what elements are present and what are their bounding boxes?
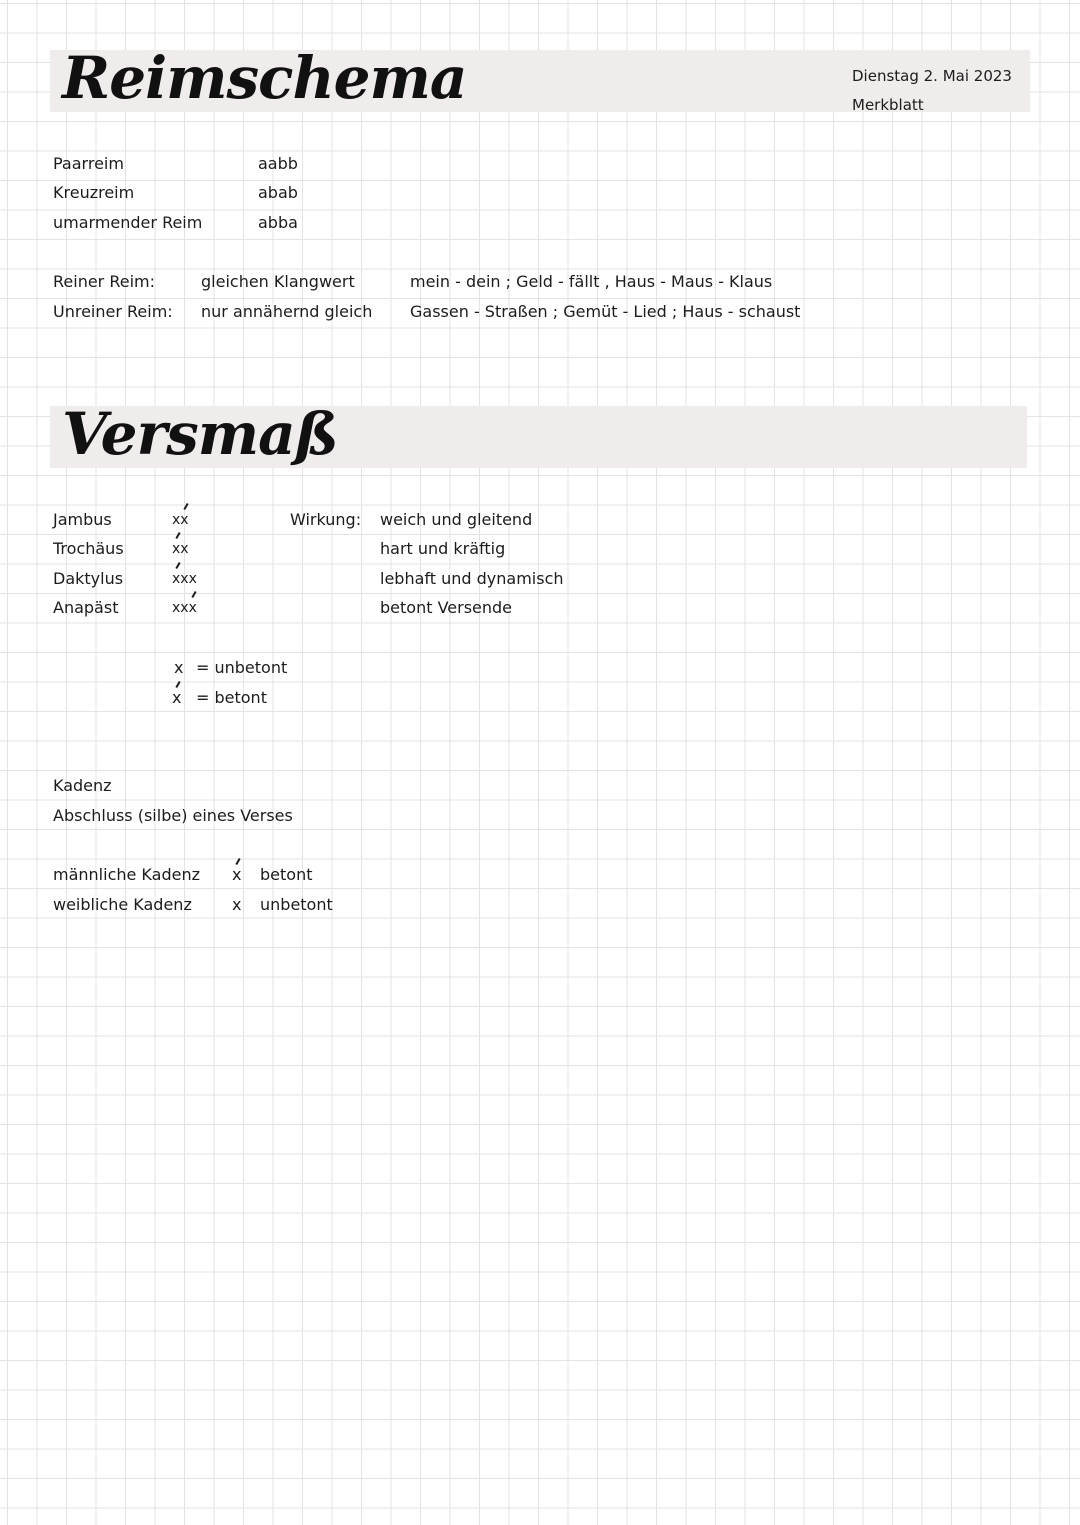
kadenz-type-desc: unbetont (260, 895, 333, 914)
kadenz-type-name: männliche Kadenz (53, 865, 200, 884)
kadenz-symbol-unbetont: x (232, 895, 242, 914)
foot-meter-jambus: xx (172, 512, 189, 528)
legend-symbol-unbetont: x (174, 658, 184, 677)
legend-symbol-betont (172, 688, 181, 708)
scheme-pattern: aabb (258, 154, 298, 173)
kadenz-definition: Abschluss (silbe) eines Verses (53, 806, 293, 825)
foot-wirkung: hart und kräftig (380, 539, 506, 558)
date-label: Dienstag 2. Mai 2023 (852, 67, 1012, 85)
foot-meter-daktylus: xxx (172, 571, 197, 587)
foot-name: Trochäus (53, 539, 124, 558)
foot-meter-anapaest: xxx (172, 600, 197, 616)
foot-name: Daktylus (53, 569, 124, 588)
accented-x: x (172, 688, 182, 707)
scheme-pattern: abba (258, 213, 298, 232)
scheme-name: umarmender Reim (53, 213, 203, 232)
reimart-examples: mein - dein ; Geld - fällt , Haus - Maus - Klaus (410, 272, 773, 291)
foot-wirkung: betont Versende (380, 598, 513, 617)
accented-x: x (232, 865, 242, 884)
foot-wirkung: weich und gleitend (380, 510, 533, 529)
reimart-label: Unreiner Reim: (53, 302, 173, 321)
kadenz-type-name: weibliche Kadenz (53, 895, 192, 914)
scheme-name: Kreuzreim (53, 183, 135, 202)
foot-name: Anapäst (53, 598, 119, 617)
reimart-examples: Gassen - Straßen ; Gemüt - Lied ; Haus - schaust (410, 302, 801, 321)
reimart-desc: gleichen Klangwert (201, 272, 355, 291)
scheme-pattern: abab (258, 183, 298, 202)
reimart-desc: nur annähernd gleich (201, 302, 373, 321)
subtitle-label: Merkblatt (852, 96, 924, 114)
foot-name: Jambus (53, 510, 112, 529)
reimart-label: Reiner Reim: (53, 272, 155, 291)
kadenz-title: Kadenz (53, 776, 112, 795)
wirkung-label: Wirkung: (290, 510, 362, 529)
kadenz-type-desc: betont (260, 865, 313, 884)
legend-text: = betont (196, 688, 267, 707)
foot-wirkung: lebhaft und dynamisch (380, 569, 564, 588)
section-title-versmass: Versmaß (62, 400, 338, 468)
legend-text: = unbetont (196, 658, 288, 677)
page-title: Reimschema (62, 44, 467, 112)
scheme-name: Paarreim (53, 154, 124, 173)
kadenz-symbol-betont (232, 865, 241, 885)
foot-meter-trochaeus: xx (172, 541, 189, 557)
